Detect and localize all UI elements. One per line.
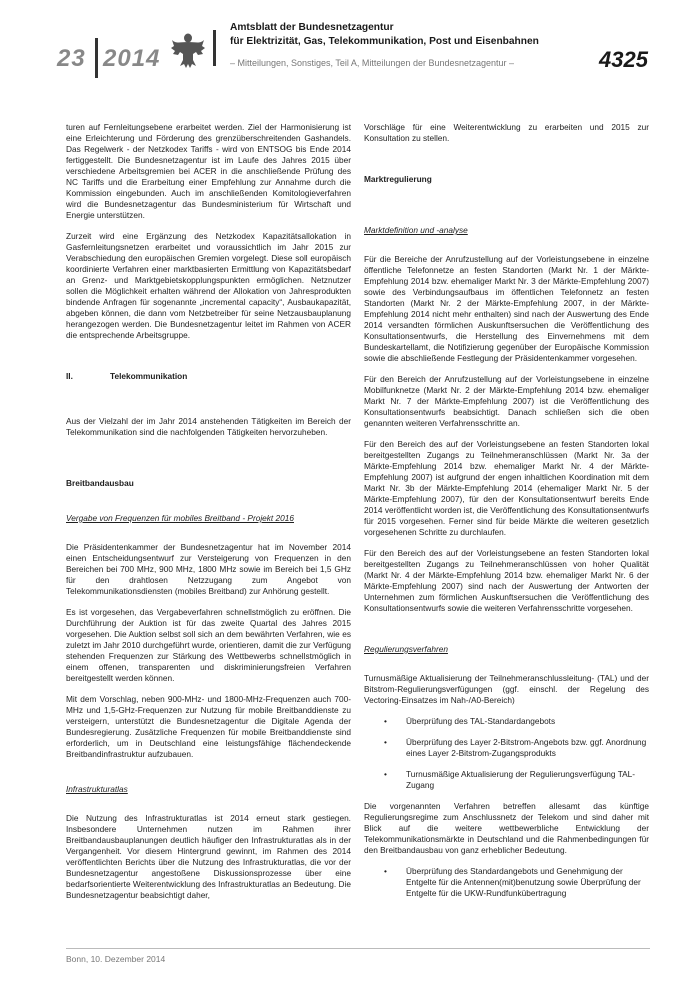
paragraph: Die Nutzung des Infrastrukturatlas ist 2014 erneut stark gestiegen. Insbesondere Unternehmen nutzen im Rahmen ihrer Breitbandausbauplanungen deutlich häufiger den Infrastrukturatlas als in der Vergangenheit. Vor diesem Hintergrund gewinnt, im Rahmen des 2014 veröffentlichten Berichts über die Nutzung des Infrastrukturatlas, die vor der Bundesnetzagentur angestoßene Diskussionsprozesse über eine bedarfsorientierte Weiterentwicklung des Infrastrukturatlas an Bedeutung. Die Bundesnetzagentur beabsichtigt daher,	[66, 813, 351, 900]
bullet-list	[364, 866, 649, 899]
list-item: • Überprüfung des TAL-Standardangebots	[364, 716, 649, 727]
footer-divider	[66, 948, 650, 949]
subheading-frequenzvergabe: Vergabe von Frequenzen für mobiles Breitband - Projekt 2016	[66, 513, 294, 523]
paragraph: Turnusmäßige Aktualisierung der Teilnehmeranschlussleitung- (TAL) und der Bitstrom-Regulierungsverfügungen (ggf. einschl. der Regelung des Vectoring-Einsatzes im Nah-/A0-Bereich)	[364, 673, 649, 705]
subheading-regulierungsverfahren: Regulierungsverfahren	[364, 644, 448, 654]
page-number: 4325	[599, 47, 648, 72]
paragraph: Die Präsidentenkammer der Bundesnetzagentur hat im November 2014 einen Entscheidungsentwurf zur Versteigerung von Frequenzen in den Bereichen bei 700 MHz, 900 MHz, 1800 MHz sowie im Bereich bei 1,5 GHz für den drahtlosen Netzzugang zum Angebot von Telekommunikationsdiensten (mobiles Breitband) zur Anhörung gestellt.	[66, 542, 351, 596]
section-number: II.	[66, 371, 73, 381]
heading-marktregulierung: Marktregulierung	[364, 174, 432, 184]
paragraph: Vorschläge für eine Weiterentwicklung zu erarbeiten und 2015 zur Konsultation zu stellen.	[364, 122, 649, 143]
paragraph: Für den Bereich der Anrufzustellung auf der Vorleistungsebene in einzelne Mobilfunknetze (Markt Nr. 2 der Märkte-Empfehlung 2014 bzw. ehemaliger Markt Nr. 7 der Märkte-Empfehlung 2007) ist die Veröffentlichung des Konsultationsentwurfs beabsichtigt. Danach schließen sich die oben genannten weiteren Verfahrensschritte an.	[364, 374, 649, 428]
header-divider	[213, 30, 216, 66]
bullet-list	[364, 716, 649, 791]
header-divider	[95, 38, 98, 78]
list-item: • Turnusmäßige Aktualisierung der Regulierungsverfügung TAL-Zugang	[364, 769, 649, 791]
issue-number: 23	[57, 45, 86, 72]
paragraph: Für den Bereich des auf der Vorleistungsebene an festen Standorten lokal bereitgestellten Zugangs zu Teilnehmeranschlüssen (Markt Nr. 3a der Märkte-Empfehlung 2014 bzw. ehemaliger Markt Nr. 4 der Märkte-Empfehlung 2007) ist aufgrund der engen inhaltlichen Koordination mit dem Markt Nr. 3b der Märkte-Empfehlung 2014 (ehemaliger Markt Nr. 5 der Märkte-Empfehlung 2007), für den der Konsultationsentwurf bereits Ende 2014 veröffentlicht worden ist, die Veröffentlichung des Konsultationsentwurfs für 2015 vorgesehen. Ferner sind für beide Märkte die weiteren gesetzlich vorgesehenen Schritte zu durchlaufen.	[364, 439, 649, 537]
federal-eagle-icon	[170, 30, 206, 70]
right-column	[364, 122, 649, 909]
publisher-title: Amtsblatt der Bundesnetzagentur	[230, 22, 394, 33]
list-item: • Überprüfung des Standardangebots und Genehmigung der Entgelte für die Antennen(mit)benutzung sowie Überprüfung der Entgelte für die UKW-Rundfunkübertragung	[364, 866, 649, 899]
page-header	[0, 0, 700, 90]
heading-breitbandausbau: Breitbandausbau	[66, 478, 134, 488]
paragraph: Aus der Vielzahl der im Jahr 2014 anstehenden Tätigkeiten im Bereich der Telekommunikation sind die nachfolgenden Tätigkeiten hervorzuheben.	[66, 416, 351, 437]
paragraph: Die vorgenannten Verfahren betreffen allesamt das künftige Regulierungsregime zum Anschlussnetz der Telekom und sind daher mit Blick auf die weitere wettbewerbliche Entwicklung der Telekommunikationsmärkte in Deutschland und die Rahmenbedingungen für den Breitbandausbau von ganz erheblicher Bedeutung.	[364, 801, 649, 855]
paragraph: Zurzeit wird eine Ergänzung des Netzkodex Kapazitätsallokation in Gasfernleitungsnetzen erarbeitet und voraussichtlich im Jahr 2015 zur Verabschiedung den europäischen Gremien vorgelegt. Diese soll europäisch koordinierte Verfahren einer marktbasierten Ermittlung von Kapazitätsbedarf an Grenz- und Marktgebietskopplungspunkten ermöglichen. Netznutzer sollen die Möglichkeit erhalten während der Allokation von Jahresprodukten bindende Anfragen für sogenannte „incremental capacity“, Ausbaukapazität, abgeben können, die dann vom Netzbetreiber für seine Netzausbauplanung herangezogen werden. Die Bundesnetzagentur leitet im Rahmen von ACER die entsprechende Arbeitsgruppe.	[66, 231, 351, 340]
section-label: – Mitteilungen, Sonstiges, Teil A, Mitteilungen der Bundesnetzagentur –	[230, 58, 515, 68]
left-column	[66, 122, 351, 911]
paragraph: Mit dem Vorschlag, neben 900-MHz- und 1800-MHz-Frequenzen auch 700-MHz und 1,5-GHz-Frequenzen zur Nutzung für mobile Breitbanddienste zu versteigern, unterstützt die Bundesnetzagentur die Digitale Agenda der Bundesregierung. Zusätzliche Frequenzen für mobile Breitbanddienste sind erforderlich, um in Deutschland eine leistungsfähige flächendeckende Breitbandinfrastruktur aufzubauen.	[66, 694, 351, 759]
publisher-subtitle: für Elektrizität, Gas, Telekommunikation, Post und Eisenbahnen	[230, 36, 539, 47]
paragraph: turen auf Fernleitungsebene erarbeitet werden. Ziel der Harmonisierung ist eine Erleichterung und Förderung des grenzüberschreitenden Gashandels. Das Regelwerk - der Netzkodex Tariffs - wird von ENTSOG bis Ende 2014 fertiggestellt. Die Bundesnetzagentur ist im Laufe des Jahres 2015 über verschiedene Arbeitsgremien bei ACER in die anschließende Prüfung des NC Tariffs und die Erarbeitung einer Empfehlung zur Annahme durch die Kommission eingebunden. Auch im anschließenden Komitologieverfahren wird die Bundesnetzagentur das Bundesministerium für Wirtschaft und Energie unterstützen.	[66, 122, 351, 220]
section-title: Telekommunikation	[110, 371, 188, 381]
paragraph: Für die Bereiche der Anrufzustellung auf der Vorleistungsebene in einzelne öffentliche Telefonnetze an festen Standorten (Markt Nr. 1 der Märkte-Empfehlung 2014 bzw. ehemaliger Markt Nr. 3 der Märkte-Empfehlung 2007) sowie des Verbindungsaufbaus im öffentlichen Telefonnetz an festen Standorten (Markt Nr. 2 der Märkte-Empfehlung 2007, in der Märkte-Empfehlung 2014 nicht mehr enthalten) sind nach der Auswertung des Ende 2014 versandten förmlichen Auskunftsersuchen die Veröffentlichung des Konsultationsentwurfs, die Herstellung des Einvernehmens mit dem Bundeskartellamt, die Notifizierung gegenüber der Europäische Kommission sowie die abschließende Festlegung der Präsidentenkammer vorgesehen.	[364, 254, 649, 363]
list-item: • Überprüfung des Layer 2-Bitstrom-Angebots bzw. ggf. Anordnung eines Layer 2-Bitstrom-Zugangsprodukts	[364, 737, 649, 759]
paragraph: Es ist vorgesehen, das Vergabeverfahren schnellstmöglich zu eröffnen. Die Durchführung der Auktion ist für das zweite Quartal des Jahres 2015 vorgesehen. Die Auktion selbst soll sich an dem bewährten Verfahren, wie es zuletzt im Jahr 2010 durchgeführt wurde, orientieren, damit die zur Verfügung stehenden Frequenzen zur Stärkung des Wettbewerbs schnellstmöglich in einem offenen, transparenten und diskriminierungsfreien Verfahren bereitgestellt werden können.	[66, 607, 351, 683]
footer-date: Bonn, 10. Dezember 2014	[66, 954, 166, 964]
section-heading	[66, 371, 351, 382]
issue-year: 2014	[103, 45, 161, 72]
paragraph: Für den Bereich des auf der Vorleistungsebene an festen Standorten lokal bereitgestellten Zugangs zu Teilnehmeranschlüssen von hoher Qualität (Markt Nr. 4 der Märkte-Empfehlung 2014 bzw. ehemaliger Markt Nr. 6 der Märkte-Empfehlung 2007) sind nach der Auswertung der Antworten der Unternehmen zum förmlichen Auskunftsersuchen die Veröffentlichung des Konsultationsentwurfs sowie die weiteren Verfahrensschritte vorgesehen.	[364, 548, 649, 613]
subheading-infrastrukturatlas: Infrastrukturatlas	[66, 784, 128, 794]
subheading-marktdefinition: Marktdefinition und -analyse	[364, 225, 468, 235]
